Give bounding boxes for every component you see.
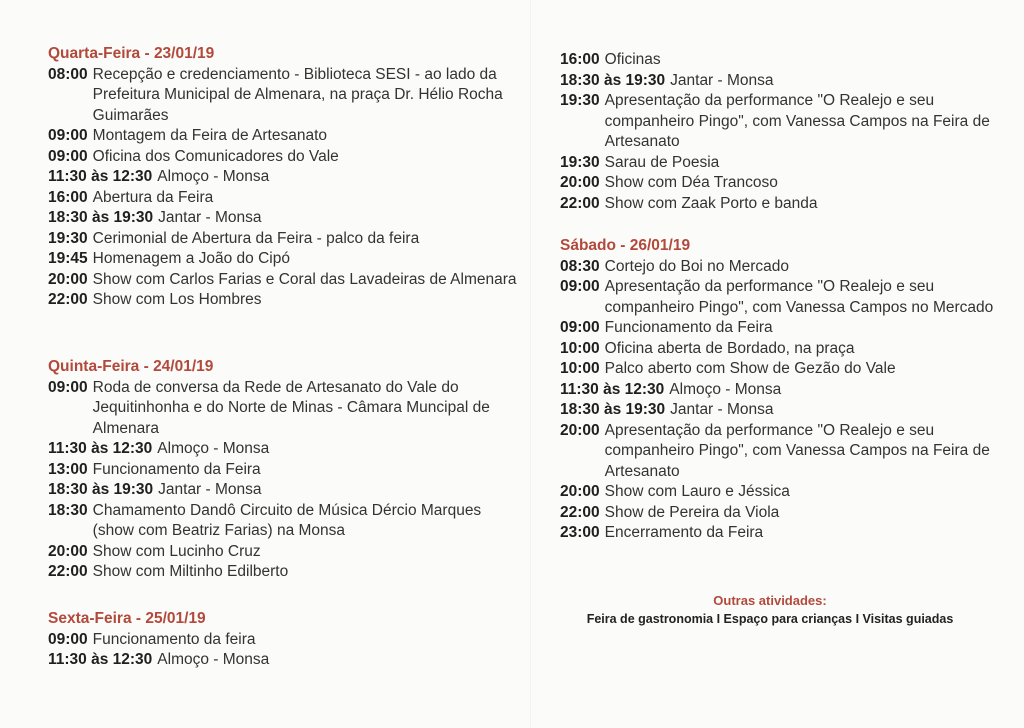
schedule-entry: [560, 257, 1000, 278]
schedule-entry: [560, 173, 1000, 194]
day-title: Sexta-Feira - 25/01/19: [48, 610, 206, 627]
entry-time: 10:00: [560, 339, 600, 357]
schedule-entry: [48, 562, 518, 583]
entry-time: 18:30 às 19:30: [48, 209, 154, 226]
schedule-entry: [48, 630, 518, 651]
schedule-entry: [560, 359, 1000, 380]
entry-description: Recepção e credenciamento - Biblioteca SESI - ao lado da Prefeitura Municipal de Almenara, na praça Dr. Hélio Rocha Guimarães: [92, 65, 503, 124]
entry-description: Jantar - Monsa: [670, 71, 774, 89]
schedule-entry: [48, 650, 518, 671]
entry-time: 20:00: [560, 174, 600, 191]
other-activities-list: Feira de gastronomia I Espaço para crianças I Visitas guiadas: [586, 612, 954, 626]
entry-description: Show com Lucinho Cruz: [92, 542, 261, 560]
schedule-entry: [48, 147, 518, 168]
schedule-entry: [48, 229, 518, 250]
entry-time: 16:00: [48, 188, 88, 206]
entry-time: 19:30: [560, 153, 600, 171]
entry-description: Montagem da Feira de Artesanato: [92, 127, 328, 144]
entry-description: Show com Déa Trancoso: [604, 174, 778, 191]
schedule-entry: [48, 378, 518, 440]
schedule-entry: [48, 501, 518, 542]
schedule-entry: [560, 523, 1000, 544]
entry-description: Abertura da Feira: [92, 188, 214, 206]
entry-description: Apresentação da performance "O Realejo e seu companheiro Pingo", com Vanessa Campos na Feira de Artesanato: [604, 92, 990, 150]
schedule-entry: [48, 439, 518, 460]
entry-description: Show de Pereira da Viola: [604, 503, 780, 521]
entry-description: Apresentação da performance "O Realejo e seu companheiro Pingo", com Vanessa Campos no Mercado: [604, 278, 994, 316]
entry-description: Encerramento da Feira: [604, 524, 764, 541]
entry-time: 18:30: [48, 501, 88, 519]
entry-description: Show com Los Hombres: [92, 291, 262, 308]
entry-time: 08:00: [48, 65, 88, 83]
entry-description: Show com Miltinho Edilberto: [92, 563, 289, 580]
entry-time: 18:30 às 19:30: [560, 401, 666, 418]
entry-time: 22:00: [48, 563, 88, 580]
entry-description: Funcionamento da feira: [92, 630, 256, 648]
schedule-entry: [48, 270, 518, 291]
page-fold: [530, 0, 531, 728]
entry-description: Almoço - Monsa: [157, 651, 270, 668]
entry-time: 20:00: [560, 483, 600, 500]
entry-time: 09:00: [48, 378, 88, 396]
schedule-entry: [560, 400, 1000, 421]
entry-time: 13:00: [48, 460, 88, 478]
schedule-entry: [560, 277, 1000, 318]
entry-description: Almoço - Monsa: [157, 440, 270, 457]
entry-description: Chamamento Dandô Circuito de Música Dércio Marques (show com Beatriz Farias) na Monsa: [92, 501, 482, 539]
entry-time: 09:00: [48, 147, 88, 165]
entry-time: 09:00: [560, 278, 600, 295]
schedule-entry: [48, 480, 518, 501]
entry-description: Oficina aberta de Bordado, na praça: [604, 339, 855, 357]
entry-time: 22:00: [560, 194, 600, 212]
entry-time: 08:30: [560, 257, 600, 275]
entry-time: 22:00: [48, 291, 88, 308]
schedule-entry: [48, 65, 518, 127]
entry-time: 19:45: [48, 250, 88, 267]
schedule-entry: [560, 91, 1000, 153]
entry-time: 16:00: [560, 51, 600, 68]
entry-time: 18:30 às 19:30: [48, 481, 154, 498]
entry-time: 11:30 às 12:30: [48, 440, 153, 457]
entry-time: 20:00: [560, 421, 600, 439]
entry-time: 23:00: [560, 524, 600, 541]
entry-description: Oficinas: [604, 51, 661, 68]
entry-time: 10:00: [560, 360, 600, 377]
entry-time: 22:00: [560, 503, 600, 521]
entry-time: 11:30 às 12:30: [48, 168, 153, 185]
schedule-entry: [560, 194, 1000, 215]
schedule-entry: [560, 482, 1000, 503]
schedule-entry: [560, 318, 1000, 339]
other-activities-title: Outras atividades:: [713, 593, 827, 608]
schedule-entry: [560, 71, 1000, 92]
day-block-wednesday: [48, 44, 518, 311]
entry-description: Show com Zaak Porto e banda: [604, 194, 818, 212]
entry-description: Funcionamento da Feira: [604, 319, 773, 336]
schedule-entry: [48, 208, 518, 229]
schedule-entry: [560, 503, 1000, 524]
schedule-entry: [48, 188, 518, 209]
entry-time: 19:30: [48, 229, 88, 247]
entry-description: Almoço - Monsa: [157, 168, 270, 185]
schedule-entry: [48, 126, 518, 147]
day-title: Quinta-Feira - 24/01/19: [48, 358, 214, 375]
entry-time: 11:30 às 12:30: [48, 651, 153, 668]
day-title: Sábado - 26/01/19: [560, 237, 691, 254]
day-block-thursday: [48, 357, 518, 583]
schedule-entry: [560, 153, 1000, 174]
other-activities: [560, 592, 980, 628]
entry-description: Cortejo do Boi no Mercado: [604, 257, 790, 275]
entry-description: Oficina dos Comunicadores do Vale: [92, 147, 339, 165]
entry-time: 20:00: [48, 270, 88, 288]
entry-description: Roda de conversa da Rede de Artesanato do Vale do Jequitinhonha e do Norte de Minas - Câmara Muncipal de Almenara: [92, 378, 490, 437]
schedule-entry: [560, 339, 1000, 360]
schedule-entry: [48, 460, 518, 481]
entry-description: Almoço - Monsa: [669, 380, 782, 398]
schedule-entry: [48, 290, 518, 311]
schedule-entry: [560, 50, 1000, 71]
entry-description: Sarau de Poesia: [604, 153, 720, 171]
entry-description: Jantar - Monsa: [158, 209, 262, 226]
entry-description: Show com Carlos Farias e Coral das Lavadeiras de Almenara: [92, 270, 517, 288]
entry-description: Funcionamento da Feira: [92, 460, 261, 478]
entry-time: 11:30 às 12:30: [560, 380, 665, 398]
entry-description: Apresentação da performance "O Realejo e seu companheiro Pingo", com Vanessa Campos na Feira de Artesanato: [604, 421, 990, 480]
entry-description: Homenagem a João do Cipó: [92, 250, 290, 267]
schedule-entry: [48, 542, 518, 563]
entry-time: 09:00: [48, 127, 88, 144]
day-title: Quarta-Feira - 23/01/19: [48, 45, 215, 62]
entry-description: Jantar - Monsa: [670, 401, 774, 418]
day-block-friday: [48, 609, 518, 671]
entry-description: Cerimonial de Abertura da Feira - palco da feira: [92, 229, 420, 247]
schedule-entry: [560, 421, 1000, 483]
entry-time: 20:00: [48, 542, 88, 560]
entry-time: 09:00: [560, 319, 600, 336]
day-block-saturday: [560, 236, 1000, 544]
schedule-entry: [48, 249, 518, 270]
entry-description: Show com Lauro e Jéssica: [604, 483, 790, 500]
day-block-friday-continued: [560, 50, 1000, 214]
entry-description: Jantar - Monsa: [158, 481, 262, 498]
entry-time: 19:30: [560, 92, 600, 109]
schedule-entry: [48, 167, 518, 188]
entry-time: 09:00: [48, 630, 88, 648]
entry-time: 18:30 às 19:30: [560, 71, 666, 89]
schedule-entry: [560, 380, 1000, 401]
entry-description: Palco aberto com Show de Gezão do Vale: [604, 360, 896, 377]
